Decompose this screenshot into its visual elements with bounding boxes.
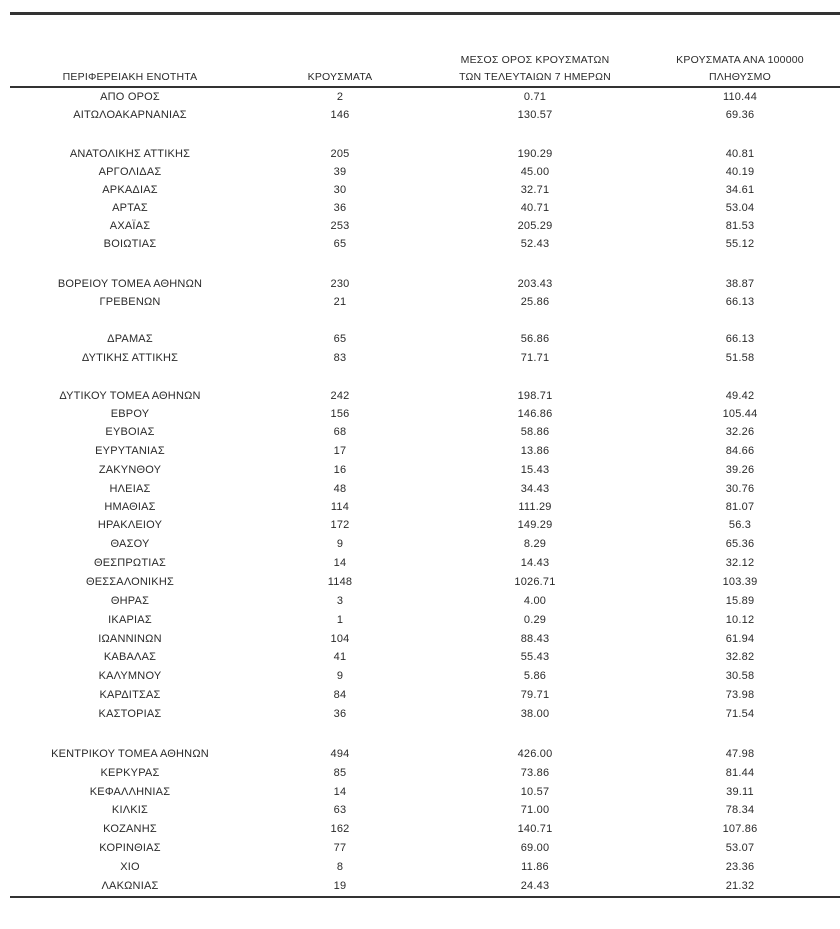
cell-region: ΔΡΑΜΑΣ [107, 333, 153, 345]
cell-cases: 242 [330, 390, 350, 402]
table-row [0, 349, 840, 367]
cell-per-100k: 23.36 [725, 861, 755, 873]
header-avg-line1: ΜΕΣΟΣ ΟΡΟΣ ΚΡΟΥΣΜΑΤΩΝ [460, 54, 610, 66]
cell-region: ΚΑΡΔΙΤΣΑΣ [99, 689, 161, 701]
cell-cases: 17 [333, 445, 347, 457]
header-cases: ΚΡΟΥΣΜΑΤΑ [307, 71, 373, 83]
table-row [0, 764, 840, 782]
cell-cases: 146 [330, 109, 350, 121]
cell-cases: 14 [333, 557, 347, 569]
cell-avg-7-days: 79.71 [520, 689, 550, 701]
cell-avg-7-days: 1026.71 [514, 576, 556, 588]
cell-avg-7-days: 38.00 [520, 708, 550, 720]
cell-cases: 65 [333, 333, 347, 345]
cell-avg-7-days: 13.86 [520, 445, 550, 457]
cell-per-100k: 78.34 [725, 804, 755, 816]
cell-cases: 2 [336, 91, 344, 103]
table-row [0, 554, 840, 572]
table-row [0, 592, 840, 610]
cell-avg-7-days: 130.57 [517, 109, 553, 121]
cell-per-100k: 66.13 [725, 333, 755, 345]
cell-avg-7-days: 11.86 [521, 861, 549, 873]
cell-region: ΒΟΡΕΙΟΥ ΤΟΜΕΑ ΑΘΗΝΩΝ [57, 278, 203, 290]
cell-avg-7-days: 5.86 [523, 670, 547, 682]
cell-avg-7-days: 88.43 [520, 633, 550, 645]
cell-avg-7-days: 52.43 [520, 238, 550, 250]
table-row [0, 405, 840, 423]
cell-region: ΧΙΟ [120, 861, 140, 873]
cell-cases: 114 [330, 501, 350, 513]
cell-per-100k: 53.07 [725, 842, 755, 854]
cell-cases: 19 [333, 880, 347, 892]
cell-cases: 205 [330, 148, 350, 160]
cell-per-100k: 66.13 [725, 296, 755, 308]
cell-per-100k: 81.53 [725, 220, 755, 232]
cell-cases: 83 [333, 352, 347, 364]
cell-region: ΚΟΡΙΝΘΙΑΣ [99, 842, 161, 854]
cell-region: ΘΗΡΑΣ [110, 595, 150, 607]
cell-avg-7-days: 71.71 [520, 352, 550, 364]
cell-per-100k: 30.58 [725, 670, 755, 682]
cell-per-100k: 56.3 [728, 519, 752, 531]
header-per-line1: ΚΡΟΥΣΜΑΤΑ ΑΝΑ 100000 [676, 54, 804, 66]
cell-region: ΕΥΒΟΙΑΣ [105, 426, 155, 438]
table-row [0, 686, 840, 704]
cell-per-100k: 21.32 [725, 880, 755, 892]
cell-cases: 1148 [327, 576, 353, 588]
cell-per-100k: 84.66 [725, 445, 755, 457]
cell-cases: 77 [333, 842, 347, 854]
table-row [0, 461, 840, 479]
cell-region: ΗΡΑΚΛΕΙΟΥ [97, 519, 163, 531]
cell-avg-7-days: 15.43 [520, 464, 550, 476]
table-row [0, 820, 840, 838]
cell-avg-7-days: 0.71 [523, 91, 547, 103]
cell-cases: 16 [333, 464, 347, 476]
table-row [0, 387, 840, 405]
table-row [0, 163, 840, 181]
table-row [0, 516, 840, 534]
cell-avg-7-days: 73.86 [520, 767, 550, 779]
cell-cases: 68 [333, 426, 347, 438]
table-row [0, 106, 840, 124]
cell-cases: 84 [333, 689, 347, 701]
cell-cases: 9 [336, 538, 344, 550]
table-row [0, 217, 840, 235]
cell-cases: 8 [336, 861, 344, 873]
cell-per-100k: 81.44 [725, 767, 755, 779]
cell-region: ΘΕΣΣΑΛΟΝΙΚΗΣ [86, 576, 174, 588]
table-row [0, 199, 840, 217]
cell-avg-7-days: 0.29 [523, 614, 547, 626]
table-row [0, 293, 840, 311]
table-row [0, 877, 840, 895]
cell-per-100k: 49.42 [725, 390, 755, 402]
cell-per-100k: 30.76 [725, 483, 755, 495]
cell-cases: 36 [333, 708, 347, 720]
cell-region: ΘΕΣΠΡΩΤΙΑΣ [93, 557, 167, 569]
cell-region: ΔΥΤΙΚΗΣ ΑΤΤΙΚΗΣ [81, 352, 179, 364]
cell-avg-7-days: 71.00 [520, 804, 550, 816]
table-row [0, 330, 840, 348]
cell-region: ΕΒΡΟΥ [110, 408, 150, 420]
cell-avg-7-days: 40.71 [520, 202, 550, 214]
cell-per-100k: 105.44 [722, 408, 758, 420]
table-row [0, 611, 840, 629]
cell-avg-7-days: 32.71 [520, 184, 550, 196]
cell-per-100k: 69.36 [725, 109, 755, 121]
cell-per-100k: 55.12 [725, 238, 755, 250]
cell-avg-7-days: 25.86 [520, 296, 550, 308]
cell-avg-7-days: 4.00 [523, 595, 547, 607]
cell-avg-7-days: 24.43 [520, 880, 550, 892]
cell-region: ΚΙΛΚΙΣ [111, 804, 149, 816]
table-row [0, 839, 840, 857]
table-row [0, 181, 840, 199]
table-row [0, 275, 840, 293]
cell-avg-7-days: 69.00 [520, 842, 550, 854]
table-row [0, 667, 840, 685]
table-row [0, 745, 840, 763]
table-row [0, 535, 840, 553]
cell-per-100k: 110.44 [722, 91, 758, 103]
cell-cases: 39 [333, 166, 347, 178]
cell-cases: 85 [333, 767, 347, 779]
cell-cases: 21 [333, 296, 347, 308]
cell-cases: 253 [330, 220, 350, 232]
table-row [0, 498, 840, 516]
cell-region: ΑΡΚΑΔΙΑΣ [102, 184, 158, 196]
cell-per-100k: 103.39 [722, 576, 758, 588]
cell-per-100k: 32.26 [725, 426, 755, 438]
cell-cases: 230 [330, 278, 350, 290]
cell-per-100k: 107.86 [722, 823, 758, 835]
cell-per-100k: 61.94 [725, 633, 755, 645]
table-row [0, 442, 840, 460]
cell-per-100k: 39.11 [726, 786, 754, 798]
cell-region: ΑΙΤΩΛΟΑΚΑΡΝΑΝΙΑΣ [73, 109, 187, 121]
table-row [0, 480, 840, 498]
cell-region: ΙΚΑΡΙΑΣ [108, 614, 152, 626]
cell-region: ΑΡΤΑΣ [112, 202, 148, 214]
cell-region: ΚΕΝΤΡΙΚΟΥ ΤΟΜΕΑ ΑΘΗΝΩΝ [51, 748, 209, 760]
table-row [0, 801, 840, 819]
cell-region: ΚΑΒΑΛΑΣ [103, 651, 157, 663]
cell-cases: 14 [333, 786, 347, 798]
cell-cases: 104 [330, 633, 350, 645]
cell-avg-7-days: 203.43 [517, 278, 553, 290]
cell-cases: 41 [333, 651, 347, 663]
cell-per-100k: 40.19 [725, 166, 755, 178]
table-row [0, 705, 840, 723]
table-top-rule [10, 12, 840, 15]
cell-avg-7-days: 10.57 [520, 786, 550, 798]
header-avg-line2: ΤΩΝ ΤΕΛΕΥΤΑΙΩΝ 7 ΗΜΕΡΩΝ [459, 71, 611, 83]
cell-cases: 48 [333, 483, 347, 495]
cell-region: ΚΕΡΚΥΡΑΣ [100, 767, 160, 779]
cell-avg-7-days: 56.86 [520, 333, 550, 345]
table-row [0, 88, 840, 106]
cell-region: ΖΑΚΥΝΘΟΥ [98, 464, 162, 476]
cell-avg-7-days: 149.29 [517, 519, 553, 531]
cell-region: ΓΡΕΒΕΝΩΝ [99, 296, 161, 308]
cell-per-100k: 47.98 [725, 748, 755, 760]
header-region: ΠΕΡΙΦΕΡΕΙΑΚΗ ΕΝΟΤΗΤΑ [62, 71, 198, 83]
cell-region: ΑΡΓΟΛΙΔΑΣ [98, 166, 162, 178]
cell-per-100k: 40.81 [725, 148, 755, 160]
table-row [0, 858, 840, 876]
table-row [0, 423, 840, 441]
cell-cases: 65 [333, 238, 347, 250]
cell-per-100k: 65.36 [725, 538, 755, 550]
cell-cases: 156 [330, 408, 350, 420]
cell-per-100k: 32.12 [725, 557, 755, 569]
cell-cases: 63 [333, 804, 347, 816]
cell-per-100k: 81.07 [725, 501, 755, 513]
cell-per-100k: 32.82 [725, 651, 755, 663]
cell-avg-7-days: 55.43 [520, 651, 550, 663]
cell-per-100k: 38.87 [725, 278, 755, 290]
cell-per-100k: 53.04 [725, 202, 755, 214]
cell-region: ΑΝΑΤΟΛΙΚΗΣ ΑΤΤΙΚΗΣ [69, 148, 191, 160]
header-per-100k [640, 52, 840, 86]
cell-per-100k: 73.98 [725, 689, 755, 701]
header-avg-7-days [430, 52, 640, 86]
cell-avg-7-days: 190.29 [517, 148, 553, 160]
cell-cases: 9 [336, 670, 344, 682]
cell-per-100k: 34.61 [725, 184, 755, 196]
cell-region: ΚΑΛΥΜΝΟΥ [98, 670, 162, 682]
table-row [0, 648, 840, 666]
cell-region: ΙΩΑΝΝΙΝΩΝ [98, 633, 162, 645]
cell-cases: 172 [330, 519, 350, 531]
cell-avg-7-days: 205.29 [517, 220, 553, 232]
cell-avg-7-days: 146.86 [517, 408, 553, 420]
cell-avg-7-days: 45.00 [520, 166, 550, 178]
cell-region: ΗΜΑΘΙΑΣ [104, 501, 156, 513]
cell-per-100k: 51.58 [725, 352, 755, 364]
header-per-line2: ΠΛΗΘΥΣΜΟ [708, 71, 772, 83]
cell-cases: 3 [336, 595, 344, 607]
cell-per-100k: 10.12 [725, 614, 755, 626]
cell-avg-7-days: 14.43 [520, 557, 550, 569]
cell-avg-7-days: 140.71 [517, 823, 553, 835]
cell-cases: 162 [330, 823, 350, 835]
cell-avg-7-days: 426.00 [517, 748, 553, 760]
cell-region: ΒΟΙΩΤΙΑΣ [103, 238, 157, 250]
cell-region: ΚΕΦΑΛΛΗΝΙΑΣ [89, 786, 171, 798]
cell-region: ΕΥΡΥΤΑΝΙΑΣ [95, 445, 165, 457]
cell-per-100k: 39.26 [725, 464, 755, 476]
cell-region: ΘΑΣΟΥ [110, 538, 150, 550]
cell-cases: 1 [336, 614, 344, 626]
table-row [0, 235, 840, 253]
cell-region: ΛΑΚΩΝΙΑΣ [101, 880, 159, 892]
cell-avg-7-days: 58.86 [520, 426, 550, 438]
cell-region: ΑΠΟ ΟΡΟΣ [100, 91, 160, 103]
cell-region: ΔΥΤΙΚΟΥ ΤΟΜΕΑ ΑΘΗΝΩΝ [59, 390, 201, 402]
cell-cases: 494 [330, 748, 350, 760]
cell-per-100k: 71.54 [725, 708, 755, 720]
cell-avg-7-days: 111.29 [518, 501, 552, 513]
cell-region: ΚΟΖΑΝΗΣ [103, 823, 157, 835]
table-row [0, 145, 840, 163]
table-bottom-rule [10, 896, 840, 898]
cell-region: ΑΧΑΪΑΣ [109, 220, 151, 232]
cell-region: ΗΛΕΙΑΣ [109, 483, 151, 495]
cell-cases: 30 [333, 184, 347, 196]
cell-per-100k: 15.89 [725, 595, 755, 607]
cell-cases: 36 [333, 202, 347, 214]
cell-avg-7-days: 198.71 [517, 390, 553, 402]
cell-avg-7-days: 8.29 [523, 538, 547, 550]
table-row [0, 573, 840, 591]
table-row [0, 630, 840, 648]
cell-region: ΚΑΣΤΟΡΙΑΣ [98, 708, 162, 720]
cell-avg-7-days: 34.43 [520, 483, 550, 495]
table-row [0, 783, 840, 801]
